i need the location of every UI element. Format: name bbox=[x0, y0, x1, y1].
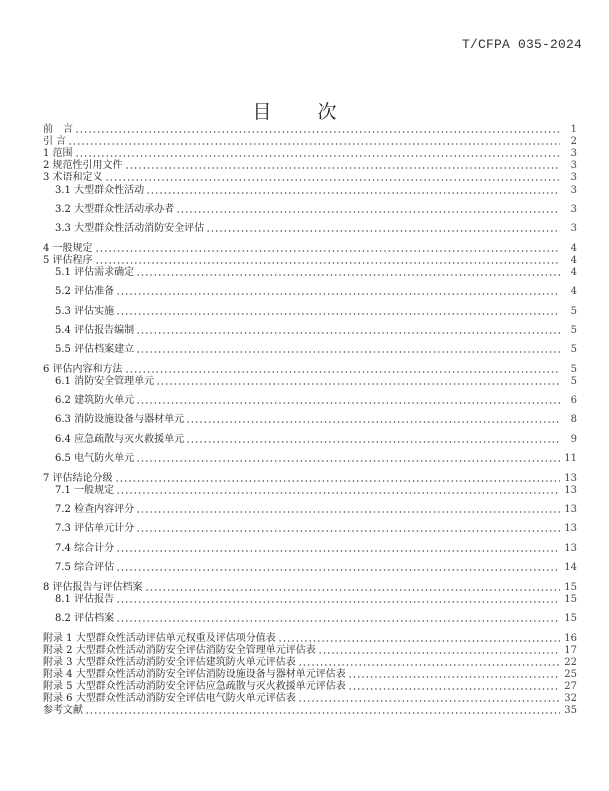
toc-entry-page: 9 bbox=[570, 434, 577, 445]
toc-entry[interactable] bbox=[43, 414, 577, 425]
toc-entry-page: 15 bbox=[564, 594, 577, 605]
toc-entry-label: 5.3 评估实施 bbox=[55, 306, 115, 317]
toc-entry-page: 16 bbox=[564, 633, 577, 644]
toc-entry-page: 8 bbox=[570, 414, 577, 425]
toc-entry-label: 5.2 评估准备 bbox=[55, 286, 115, 297]
toc-entry-label: 6.1 消防安全管理单元 bbox=[55, 376, 155, 387]
toc-entry-page: 13 bbox=[564, 523, 577, 534]
toc-entry[interactable] bbox=[43, 453, 577, 464]
toc-entry-page: 14 bbox=[564, 562, 577, 573]
dot-leader bbox=[145, 588, 560, 592]
toc-entry-label: 引 言 bbox=[43, 136, 67, 147]
toc-entry-page: 3 bbox=[570, 160, 577, 171]
toc-entry-label: 7.2 检查内容评分 bbox=[55, 504, 135, 515]
toc-entry[interactable] bbox=[43, 136, 577, 147]
toc-entry[interactable] bbox=[43, 376, 577, 387]
toc-entry[interactable] bbox=[43, 185, 577, 196]
toc-entry-label: 3.1 大型群众性活动 bbox=[55, 185, 145, 196]
toc-entry-label: 7 评估结论分级 bbox=[43, 473, 113, 484]
toc-entry[interactable] bbox=[43, 523, 577, 534]
toc-entry[interactable] bbox=[43, 504, 577, 515]
toc-entry[interactable] bbox=[43, 633, 577, 644]
toc-entry-label: 附录 5 大型群众性活动消防安全评估应急疏散与灭火救援单元评估表 bbox=[43, 681, 346, 692]
toc-entry[interactable] bbox=[43, 286, 577, 297]
dot-leader bbox=[136, 350, 560, 354]
dot-leader bbox=[186, 420, 560, 424]
dot-leader bbox=[176, 210, 560, 214]
toc-entry[interactable] bbox=[43, 681, 577, 692]
standard-code: T/CFPA 035-2024 bbox=[461, 37, 582, 52]
toc-entry-label: 8.1 评估报告 bbox=[55, 594, 115, 605]
toc-entry-label: 参考文献 bbox=[43, 705, 83, 716]
dot-leader bbox=[298, 663, 560, 667]
toc-entry-label: 5 评估程序 bbox=[43, 255, 93, 266]
toc-entry-label: 4 一般规定 bbox=[43, 243, 93, 254]
toc-entry-label: 附录 4 大型群众性活动消防安全评估消防设施设备与器材单元评估表 bbox=[43, 669, 346, 680]
dot-leader bbox=[125, 166, 560, 170]
toc-entry[interactable] bbox=[43, 669, 577, 680]
toc-entry[interactable] bbox=[43, 434, 577, 445]
dot-leader bbox=[136, 401, 560, 405]
toc-entry-page: 2 bbox=[570, 136, 577, 147]
toc-entry[interactable] bbox=[43, 473, 577, 484]
dot-leader bbox=[348, 675, 560, 679]
toc-entry[interactable] bbox=[43, 613, 577, 624]
dot-leader bbox=[116, 568, 560, 572]
dot-leader bbox=[116, 292, 560, 296]
toc-entry-page: 13 bbox=[564, 485, 577, 496]
dot-leader bbox=[136, 529, 560, 533]
toc-entry[interactable] bbox=[43, 657, 577, 668]
toc-entry[interactable] bbox=[43, 160, 577, 171]
dot-leader bbox=[75, 154, 560, 158]
toc-entry-label: 7.4 综合计分 bbox=[55, 543, 115, 554]
toc-entry-page: 4 bbox=[570, 255, 577, 266]
toc-entry-page: 35 bbox=[564, 705, 577, 716]
toc-entry-page: 11 bbox=[564, 453, 577, 464]
toc-entry-label: 7.3 评估单元计分 bbox=[55, 523, 135, 534]
toc-entry-label: 1 范围 bbox=[43, 148, 73, 159]
toc-entry[interactable] bbox=[43, 543, 577, 554]
toc-entry[interactable] bbox=[43, 204, 577, 215]
dot-leader bbox=[116, 619, 560, 623]
dot-leader bbox=[136, 459, 560, 463]
dot-leader bbox=[105, 178, 560, 182]
toc-entry-page: 3 bbox=[570, 204, 577, 215]
toc-entry[interactable] bbox=[43, 306, 577, 317]
dot-leader bbox=[116, 312, 560, 316]
toc-entry[interactable] bbox=[43, 562, 577, 573]
toc-entry[interactable] bbox=[43, 645, 577, 656]
toc-entry-page: 15 bbox=[564, 613, 577, 624]
toc-entry-label: 附录 2 大型群众性活动消防安全评估消防安全管理单元评估表 bbox=[43, 645, 316, 656]
dot-leader bbox=[206, 229, 560, 233]
toc-entry-page: 5 bbox=[570, 325, 577, 336]
toc-entry[interactable] bbox=[43, 364, 577, 375]
toc-entry[interactable] bbox=[43, 395, 577, 406]
toc-entry[interactable] bbox=[43, 594, 577, 605]
dot-leader bbox=[116, 549, 560, 553]
dot-leader bbox=[95, 261, 560, 265]
toc-entry-page: 15 bbox=[564, 582, 577, 593]
toc-entry-label: 2 规范性引用文件 bbox=[43, 160, 123, 171]
toc-entry-page: 4 bbox=[570, 267, 577, 278]
toc-entry-label: 6.5 电气防火单元 bbox=[55, 453, 135, 464]
toc-entry-label: 5.5 评估档案建立 bbox=[55, 344, 135, 355]
toc-entry-page: 32 bbox=[564, 693, 577, 704]
toc-entry-page: 5 bbox=[570, 306, 577, 317]
toc-entry-label: 前 言 bbox=[43, 124, 73, 135]
toc-entry-page: 13 bbox=[564, 543, 577, 554]
toc-entry[interactable] bbox=[43, 223, 577, 234]
toc-entry-label: 3.3 大型群众性活动消防安全评估 bbox=[55, 223, 205, 234]
toc-entry[interactable] bbox=[43, 255, 577, 266]
toc-entry-page: 3 bbox=[570, 185, 577, 196]
toc-entry[interactable] bbox=[43, 582, 577, 593]
toc-entry-label: 5.1 评估需求确定 bbox=[55, 267, 135, 278]
toc-entry-label: 附录 6 大型群众性活动消防安全评估电气防火单元评估表 bbox=[43, 693, 296, 704]
toc-entry-label: 8.2 评估档案 bbox=[55, 613, 115, 624]
dot-leader bbox=[278, 639, 560, 643]
dot-leader bbox=[156, 382, 560, 386]
dot-leader bbox=[68, 142, 560, 146]
dot-leader bbox=[95, 249, 560, 253]
toc-entry[interactable] bbox=[43, 693, 577, 704]
toc-entry-page: 5 bbox=[570, 344, 577, 355]
toc-entry-page: 4 bbox=[570, 286, 577, 297]
dot-leader bbox=[116, 600, 560, 604]
page-title: 目 次 bbox=[252, 101, 357, 123]
toc-entry-page: 6 bbox=[570, 395, 577, 406]
toc-entry-label: 5.4 评估报告编制 bbox=[55, 325, 135, 336]
toc-entry[interactable] bbox=[43, 124, 577, 135]
toc-entry-label: 附录 1 大型群众性活动评估单元权重及评估项分值表 bbox=[43, 633, 276, 644]
dot-leader bbox=[136, 273, 560, 277]
toc-entry-page: 27 bbox=[564, 681, 577, 692]
toc-entry-label: 7.1 一般规定 bbox=[55, 485, 115, 496]
dot-leader bbox=[146, 191, 560, 195]
toc-entry[interactable] bbox=[43, 485, 577, 496]
toc-entry-page: 3 bbox=[570, 223, 577, 234]
toc-entry-page: 5 bbox=[570, 376, 577, 387]
toc-entry-label: 6.3 消防设施设备与器材单元 bbox=[55, 414, 185, 425]
dot-leader bbox=[186, 440, 560, 444]
toc-entry-page: 1 bbox=[570, 124, 577, 135]
dot-leader bbox=[318, 651, 560, 655]
dot-leader bbox=[75, 130, 560, 134]
dot-leader bbox=[136, 331, 560, 335]
dot-leader bbox=[125, 370, 560, 374]
toc-entry-page: 4 bbox=[570, 243, 577, 254]
dot-leader bbox=[116, 491, 560, 495]
toc-entry[interactable] bbox=[43, 172, 577, 183]
toc-entry-page: 22 bbox=[564, 657, 577, 668]
toc-entry-label: 3 术语和定义 bbox=[43, 172, 103, 183]
toc-entry[interactable] bbox=[43, 148, 577, 159]
toc-entry[interactable] bbox=[43, 267, 577, 278]
toc-entry-label: 7.5 综合评估 bbox=[55, 562, 115, 573]
toc-entry-label: 附录 3 大型群众性活动消防安全评估建筑防火单元评估表 bbox=[43, 657, 296, 668]
toc-entry-page: 25 bbox=[564, 669, 577, 680]
toc-entry[interactable] bbox=[43, 705, 577, 716]
dot-leader bbox=[136, 510, 560, 514]
toc-entry-label: 6.4 应急疏散与灭火救援单元 bbox=[55, 434, 185, 445]
toc-entry-page: 3 bbox=[570, 148, 577, 159]
toc-entry-page: 13 bbox=[564, 473, 577, 484]
dot-leader bbox=[348, 687, 560, 691]
toc-entry-label: 3.2 大型群众性活动承办者 bbox=[55, 204, 175, 215]
toc-entry-page: 5 bbox=[570, 364, 577, 375]
toc-entry-page: 13 bbox=[564, 504, 577, 515]
toc-entry-label: 8 评估报告与评估档案 bbox=[43, 582, 143, 593]
dot-leader bbox=[85, 711, 560, 715]
toc-entry-label: 6 评估内容和方法 bbox=[43, 364, 123, 375]
toc-entry-page: 3 bbox=[570, 172, 577, 183]
toc-entry[interactable] bbox=[43, 344, 577, 355]
toc-entry-label: 6.2 建筑防火单元 bbox=[55, 395, 135, 406]
toc-entry[interactable] bbox=[43, 243, 577, 254]
toc-entry-page: 17 bbox=[564, 645, 577, 656]
dot-leader bbox=[115, 479, 560, 483]
dot-leader bbox=[298, 699, 560, 703]
toc-entry[interactable] bbox=[43, 325, 577, 336]
